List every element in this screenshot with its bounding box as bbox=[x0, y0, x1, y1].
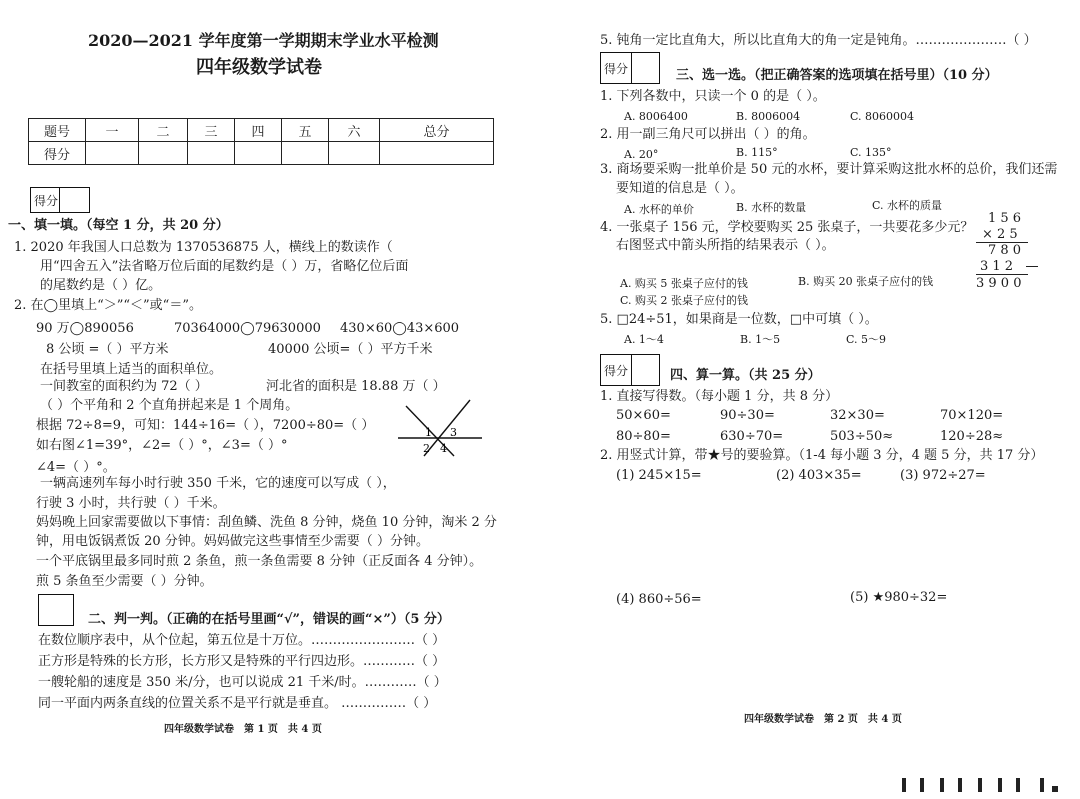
calc-item: (2) 403×35= bbox=[776, 468, 862, 483]
option: C. 135° bbox=[850, 146, 892, 159]
score-box[interactable] bbox=[600, 354, 660, 386]
question-text: 河北省的面积是 18.88 万（ ） bbox=[266, 379, 446, 394]
vertical-calc-line: × 2 5 bbox=[982, 227, 1018, 242]
question-text: 2. 用竖式计算，带★号的要验算。（1-4 每小题 3 分，4 题 5 分，共 17 分） bbox=[600, 448, 1044, 463]
judge-item: 正方形是特殊的长方形，长方形又是特殊的平行四边形。…………（ ） bbox=[38, 654, 446, 669]
score-blank[interactable] bbox=[380, 142, 494, 165]
angle-label: 2 bbox=[423, 442, 430, 455]
option: B. 1～5 bbox=[740, 333, 781, 346]
section-2-heading: 二、判一判。（正确的在括号里画“√”，错误的画“×”）（5 分） bbox=[88, 612, 450, 627]
watermark-mark bbox=[920, 778, 924, 792]
score-box[interactable] bbox=[600, 52, 660, 84]
question-text: 1. 2020 年我国人口总数为 1370536875 人，横线上的数读作（ bbox=[14, 240, 393, 255]
watermark-mark bbox=[1052, 786, 1058, 792]
watermark-mark bbox=[1016, 778, 1020, 792]
option: B. 115° bbox=[736, 146, 778, 159]
watermark-mark bbox=[940, 778, 944, 792]
question-text: 行驶 3 小时，共行驶（ ）千米。 bbox=[36, 496, 226, 511]
score-table bbox=[28, 118, 494, 165]
vertical-calc-line: 3 1 2 bbox=[980, 259, 1014, 274]
question-text: 右图竖式中箭头所指的结果表示（ ）。 bbox=[616, 238, 835, 253]
question-text: 在括号里填上适当的面积单位。 bbox=[40, 362, 223, 377]
calc-item: 503÷50≈ bbox=[830, 429, 894, 444]
question-text: ∠4=（ ）°。 bbox=[36, 460, 116, 475]
question-text: 5. 钝角一定比直角大，所以比直角大的角一定是钝角。…………………（ ） bbox=[600, 33, 1037, 48]
question-text: 4. 一张桌子 156 元，学校要购买 25 张桌子，一共要花多少元？ bbox=[600, 220, 974, 235]
question-text: 一个平底锅里最多同时煎 2 条鱼，煎一条鱼需要 8 分钟（正反面各 4 分钟）。 bbox=[36, 554, 483, 569]
score-blank[interactable] bbox=[188, 142, 235, 165]
score-box-label: 得分 bbox=[604, 364, 629, 378]
score-box[interactable] bbox=[38, 594, 74, 626]
score-blank[interactable] bbox=[139, 142, 188, 165]
score-box-label: 得分 bbox=[34, 194, 59, 208]
score-box-divider bbox=[631, 355, 632, 385]
section-4-heading: 四、算一算。（共 25 分） bbox=[670, 368, 821, 383]
score-box-label: 得分 bbox=[604, 62, 629, 76]
watermark-mark bbox=[978, 778, 982, 792]
question-text: 钟，用电饭锅煮饭 20 分钟。妈妈做完这些事情至少需要（ ）分钟。 bbox=[36, 534, 429, 549]
question-text: 1. 直接写得数。（每小题 1 分，共 8 分） bbox=[600, 389, 839, 404]
question-text: 一间教室的面积约为 72（ ） bbox=[40, 379, 208, 394]
score-table-cell: 二 bbox=[139, 119, 188, 142]
score-table-cell: 五 bbox=[282, 119, 329, 142]
score-box-divider bbox=[631, 53, 632, 83]
judge-item: 在数位顺序表中，从个位起，第五位是十万位。……………………（ ） bbox=[38, 633, 446, 648]
question-text: 如右图∠1=39°，∠2=（ ）°，∠3=（ ）° bbox=[36, 438, 288, 453]
vertical-calc-line: 3 9 0 0 bbox=[976, 276, 1022, 291]
option: C. 5～9 bbox=[846, 333, 887, 346]
compare-item: 90 万◯890056 bbox=[36, 321, 134, 336]
score-table-cell: 六 bbox=[329, 119, 380, 142]
calc-item: 80÷80= bbox=[616, 429, 671, 444]
angle-label: 3 bbox=[450, 426, 457, 439]
score-table-cell: 题号 bbox=[29, 119, 86, 142]
calc-item: (5) ★980÷32= bbox=[850, 590, 948, 605]
score-table-cell: 一 bbox=[86, 119, 139, 142]
option: A. 20° bbox=[624, 148, 659, 161]
calc-item: (1) 245×15= bbox=[616, 468, 702, 483]
question-text: 5. □24÷51，如果商是一位数，□中可填（ ）。 bbox=[600, 312, 878, 327]
option: B. 水杯的数量 bbox=[736, 201, 807, 214]
option: A. 购买 5 张桌子应付的钱 bbox=[620, 277, 748, 290]
angle-figure bbox=[398, 398, 482, 460]
question-text: 一辆高速列车每小时行驶 350 千米，它的速度可以写成（ ）， bbox=[40, 476, 396, 491]
question-text: （ ）个平角和 2 个直角拼起来是 1 个周角。 bbox=[40, 398, 299, 413]
calc-item: (3) 972÷27= bbox=[900, 468, 986, 483]
question-text: 3. 商场要采购一批单价是 50 元的水杯，要计算采购这批水杯的总价，我们还需 bbox=[600, 162, 1058, 177]
question-text: 8 公顷 =（ ）平方米 bbox=[46, 342, 169, 357]
vertical-calc-line: 1 5 6 bbox=[988, 211, 1022, 226]
question-text: 2. 在◯里填上“＞”“＜”或“＝”。 bbox=[14, 298, 202, 313]
score-table-cell: 四 bbox=[235, 119, 282, 142]
score-table-header-row bbox=[29, 119, 494, 142]
watermark-mark bbox=[998, 778, 1002, 792]
question-text: 的尾数约是（ ）亿。 bbox=[40, 278, 162, 293]
judge-item: 一艘轮船的速度是 350 米/分，也可以说成 21 千米/时。…………（ ） bbox=[38, 675, 447, 690]
question-text: 根据 72÷8=9，可知：144÷16=（ ），7200÷80=（ ） bbox=[36, 418, 375, 433]
score-box[interactable] bbox=[30, 187, 90, 213]
score-blank[interactable] bbox=[329, 142, 380, 165]
question-text: 用“四舍五入”法省略万位后面的尾数约是（ ）万，省略亿位后面 bbox=[40, 259, 409, 274]
question-text: 煎 5 条鱼至少需要（ ）分钟。 bbox=[36, 574, 213, 589]
score-box-divider bbox=[59, 188, 60, 212]
calc-item: 90÷30= bbox=[720, 408, 775, 423]
score-table-cell: 总分 bbox=[380, 119, 494, 142]
angle-label: 1 bbox=[425, 426, 432, 439]
question-text: 妈妈晚上回家需要做以下事情：刮鱼鳞、洗鱼 8 分钟，烧鱼 10 分钟，淘米 2 分 bbox=[36, 515, 497, 530]
option: B. 8006004 bbox=[736, 110, 801, 123]
score-table-cell: 三 bbox=[188, 119, 235, 142]
watermark-mark bbox=[902, 778, 906, 792]
calc-item: 630÷70= bbox=[720, 429, 784, 444]
angle-label: 4 bbox=[440, 442, 447, 455]
question-text: 2. 用一副三角尺可以拼出（ ）的角。 bbox=[600, 127, 816, 142]
option: C. 8060004 bbox=[850, 110, 915, 123]
arrow-icon bbox=[1026, 266, 1038, 267]
compare-item: 70364000◯79630000 bbox=[174, 321, 321, 336]
option: C. 购买 2 张桌子应付的钱 bbox=[620, 294, 749, 307]
watermark-mark bbox=[958, 778, 962, 792]
question-text: 要知道的信息是（ ）。 bbox=[616, 181, 744, 196]
option: A. 1～4 bbox=[624, 333, 664, 346]
calc-item: 120÷28≈ bbox=[940, 429, 1004, 444]
vertical-calc-line: 7 8 0 bbox=[988, 243, 1022, 258]
score-blank[interactable] bbox=[282, 142, 329, 165]
option: B. 购买 20 张桌子应付的钱 bbox=[798, 275, 934, 288]
section-3-heading: 三、选一选。（把正确答案的选项填在括号里）（10 分） bbox=[676, 68, 998, 83]
calc-item: 70×120= bbox=[940, 408, 1004, 423]
score-blank[interactable] bbox=[235, 142, 282, 165]
page-footer: 四年级数学试卷 第 1 页 共 4 页 bbox=[164, 724, 322, 735]
calc-item: 32×30= bbox=[830, 408, 885, 423]
score-table-score-row bbox=[29, 142, 494, 165]
question-text: 40000 公顷=（ ）平方千米 bbox=[268, 342, 433, 357]
exam-subtitle: 四年级数学试卷 bbox=[196, 57, 322, 78]
section-1-heading: 一、填一填。（每空 1 分，共 20 分） bbox=[8, 218, 229, 233]
judge-item: 同一平面内两条直线的位置关系不是平行就是垂直。 ……………（ ） bbox=[38, 696, 437, 711]
option: A. 水杯的单价 bbox=[624, 203, 694, 216]
watermark-strip bbox=[0, 768, 1080, 799]
option: A. 8006400 bbox=[624, 110, 688, 123]
calc-item: (4) 860÷56= bbox=[616, 592, 702, 607]
option: C. 水杯的质量 bbox=[872, 199, 943, 212]
score-table-cell: 得分 bbox=[29, 142, 86, 165]
score-blank[interactable] bbox=[86, 142, 139, 165]
watermark-mark bbox=[1040, 778, 1044, 792]
question-text: 1. 下列各数中，只读一个 0 的是（ ）。 bbox=[600, 89, 826, 104]
exam-title: 2020—2021 学年度第一学期期末学业水平检测 bbox=[88, 31, 439, 50]
page-footer: 四年级数学试卷 第 2 页 共 4 页 bbox=[744, 714, 902, 725]
calc-item: 50×60= bbox=[616, 408, 671, 423]
compare-item: 430×60◯43×600 bbox=[340, 321, 460, 336]
